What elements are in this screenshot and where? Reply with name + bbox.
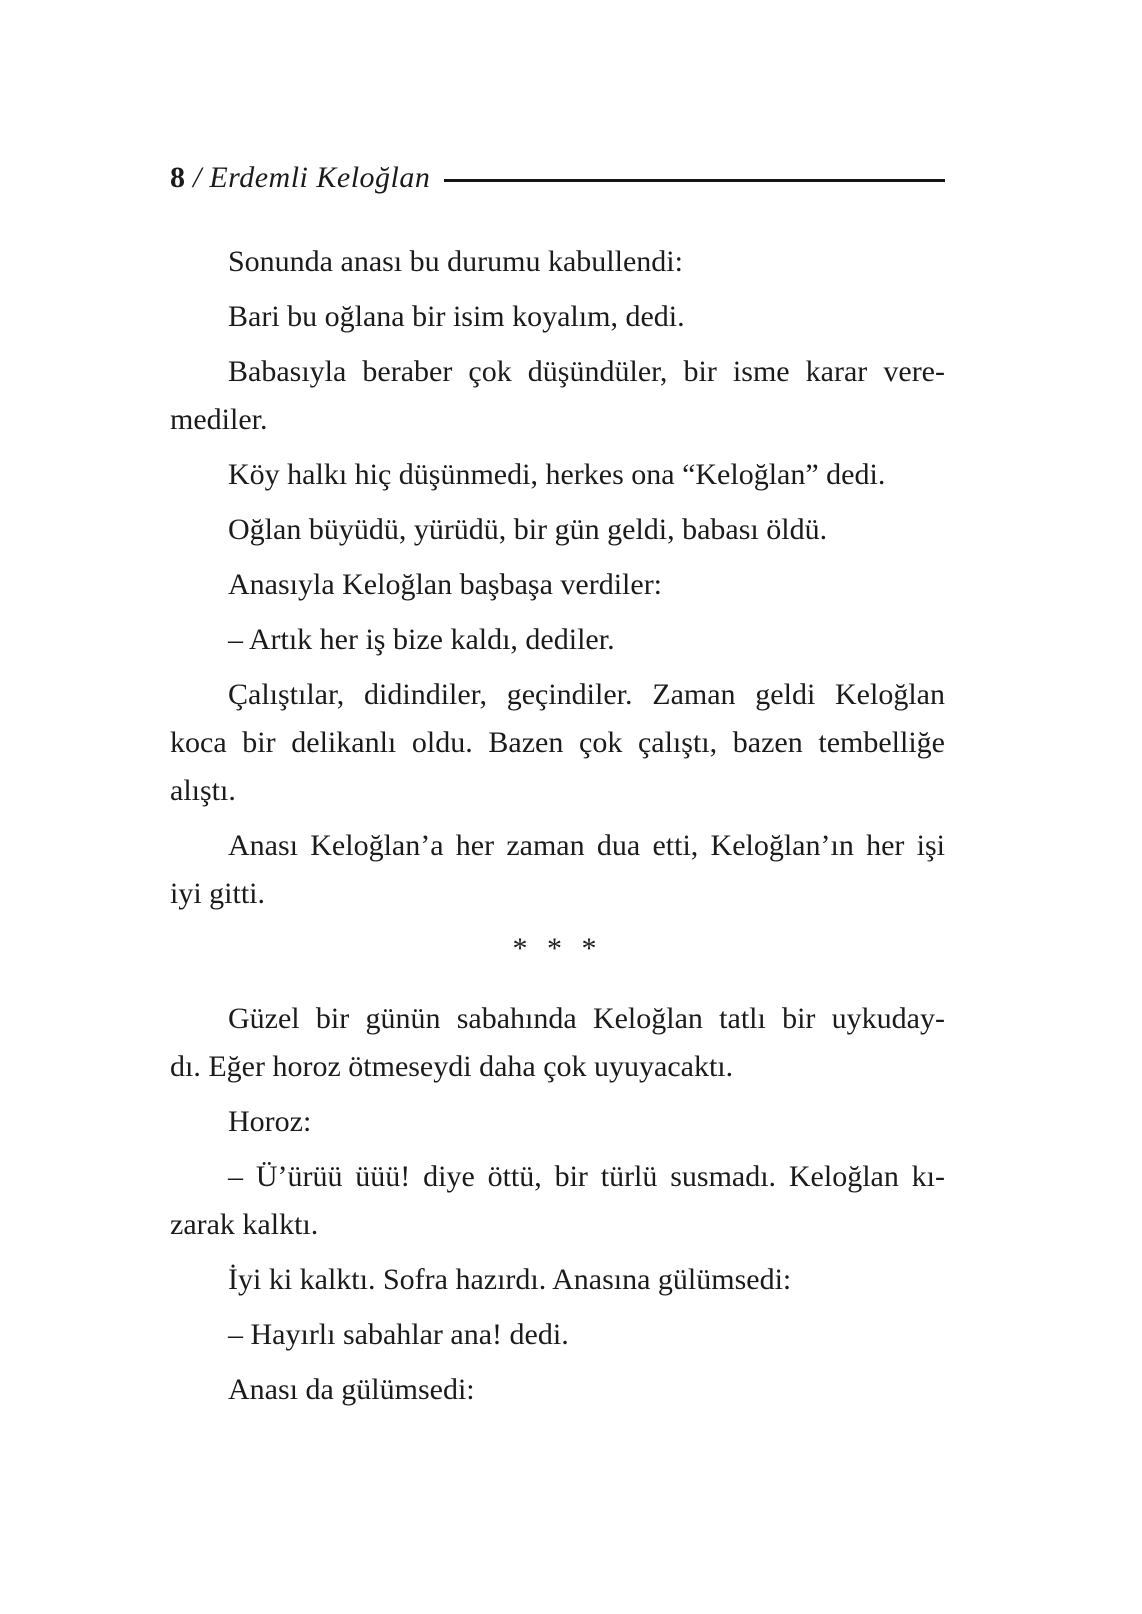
paragraph <box>170 1153 945 1249</box>
section-separator: * * * <box>512 932 603 965</box>
page-body <box>170 238 945 1414</box>
text-line: Bari bu oğlana bir isim koyalım, dedi. <box>228 300 685 333</box>
text-line: alıştı. <box>170 774 236 807</box>
text-line: dı. Eğer horoz ötmeseydi daha çok uyuyacaktı. <box>170 1050 734 1083</box>
text-line: Horoz: <box>228 1105 312 1138</box>
paragraph <box>170 671 945 815</box>
paragraph <box>170 451 945 499</box>
paragraph <box>170 1311 945 1359</box>
text-line: Babasıyla beraber çok düşündüler, bir isme karar vere- <box>228 355 945 388</box>
paragraph <box>170 822 945 918</box>
paragraph <box>170 995 945 1091</box>
text-line: mediler. <box>170 403 268 436</box>
text-line: Anası Keloğlan’a her zaman dua etti, Keloğlan’ın her işi <box>228 829 945 862</box>
page-number: 8 <box>170 161 185 194</box>
paragraph <box>170 238 945 286</box>
text-line: Köy halkı hiç düşünmedi, herkes ona “Keloğlan” dedi. <box>228 458 886 491</box>
header-rule <box>444 179 945 182</box>
paragraph <box>170 561 945 609</box>
paragraph <box>170 1366 945 1414</box>
paragraph <box>170 1098 945 1146</box>
text-line: Anasıyla Keloğlan başbaşa verdiler: <box>228 568 663 601</box>
text-line: İyi ki kalktı. Sofra hazırdı. Anasına gülümsedi: <box>228 1263 792 1296</box>
text-line: Güzel bir günün sabahında Keloğlan tatlı bir uykuday- <box>228 1002 945 1035</box>
text-line: Çalıştılar, didindiler, geçindiler. Zaman geldi Keloğlan <box>228 678 945 711</box>
paragraph <box>170 1256 945 1304</box>
text-line: koca bir delikanlı oldu. Bazen çok çalıştı, bazen tembelliğe <box>170 726 945 759</box>
text-line: – Artık her iş bize kaldı, dediler. <box>228 623 615 656</box>
paragraph <box>170 616 945 664</box>
paragraph <box>170 506 945 554</box>
text-line: – Hayırlı sabahlar ana! dedi. <box>228 1318 569 1351</box>
text-line: – Ü’ürüü üüü! diye öttü, bir türlü susmadı. Keloğlan kı- <box>228 1160 945 1193</box>
text-line: Anası da gülümsedi: <box>228 1373 475 1406</box>
paragraph <box>170 348 945 444</box>
text-line: Oğlan büyüdü, yürüdü, bir gün geldi, babası öldü. <box>228 513 828 546</box>
text-line: iyi gitti. <box>170 877 266 910</box>
paragraph <box>170 293 945 341</box>
page-header <box>170 160 945 196</box>
text-line: Sonunda anası bu durumu kabullendi: <box>228 245 683 278</box>
running-title: Erdemli Keloğlan <box>209 161 431 194</box>
header-slash: / <box>193 161 202 194</box>
text-line: zarak kalktı. <box>170 1208 319 1241</box>
